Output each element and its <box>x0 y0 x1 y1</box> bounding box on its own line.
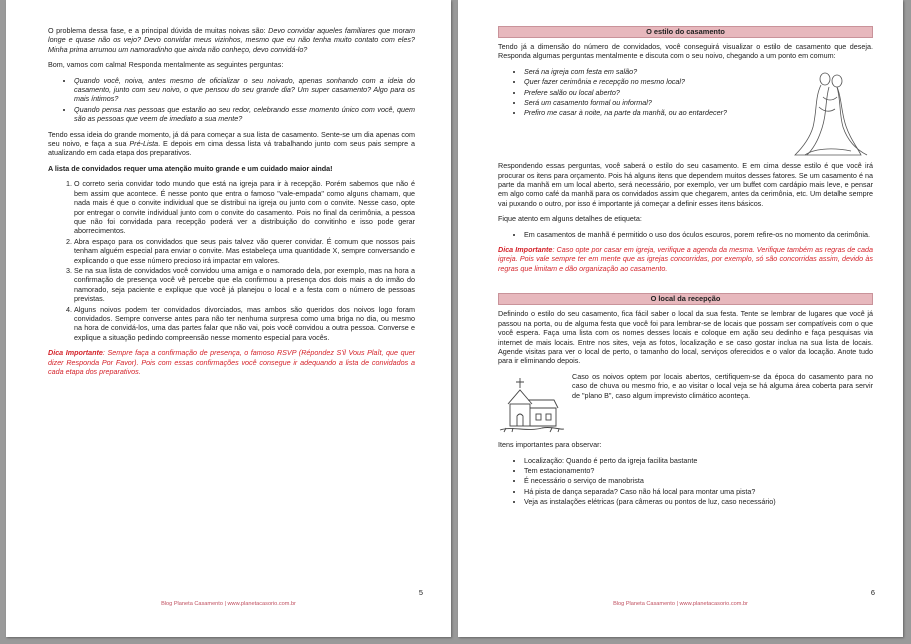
p5-intro-paragraph <box>48 26 415 54</box>
p5-bold-heading: A lista de convidados requer uma atenção muito grande e um cuidado maior ainda! <box>48 163 333 173</box>
church-icon <box>498 374 566 438</box>
p6-tip-label: Dica Importante <box>498 245 553 255</box>
p6-style-intro: Tendo já a dimensão do número de convidados, você conseguirá visualizar o estilo de casamento que deseja. Responda algumas perguntas mentalmente e discuta com o seu noivo, chegando a um ponto em comum: <box>498 42 873 61</box>
p5-question-list <box>48 76 415 124</box>
bride-groom-icon <box>791 67 873 159</box>
page-footer: Blog Planeta Casamento | www.planetacasorio.com.br <box>161 601 296 607</box>
page-6-content <box>498 26 873 513</box>
p5-calm-paragraph: Bom, vamos com calma! Responda mentalmente as seguintes perguntas: <box>48 60 284 70</box>
list-item: • Quer fazer cerimônia e recepção no mesmo local? <box>524 77 873 86</box>
list-item: • Em casamentos de manhã é permitido o uso dos óculos escuros, porem refire-os no momento da cerimônia. <box>524 230 873 239</box>
page-6 <box>458 0 903 637</box>
p6-tip-text: : Caso opte por casar em igreja, verifique a agenda da mesma. Verifique também as regras de cada igreja. Pois vale sempre ter em mente que as igrejas concorridas, por exemplo, só são concorridas assim, devido às regras que limitam e dão organização ao casamento. <box>498 245 873 273</box>
p6-reception-intro: Definindo o estilo do seu casamento, fica fácil saber o local da sua festa. Tente se lembrar de lugares que você já passou na porta, ou de alguma festa que você foi para lembrar-se de locais que possam ser compatíveis com o que você espera. Faça uma lista com os nomes desses locais e coloque em ação seu dedinho e faça pesquisas via internet de mais locais. Entre nos sites, veja as fotos, localização e se caso gostar inclua na sua lista de locais. Agende visitas para ver o local de perto, o tamanho do local, serviços oferecidos e o valor da locação. Anote tudo para ir eliminando depois. <box>498 309 873 366</box>
list-item: • Prefiro me casar à noite, na parte da manhã, ou ao entardecer? <box>524 108 873 117</box>
p5-prelist-text-a: Tendo essa ideia do grande momento, já dá para começar a sua lista de casamento. Sente-se um dia apenas com seu noivo, e faça a sua <box>48 129 415 149</box>
list-item: • Há pista de dança separada? Caso não há local para montar uma pista? <box>524 487 873 496</box>
p6-etiquette-intro: Fique atento em alguns detalhes de etiqueta: <box>498 214 642 224</box>
p6-items-intro: Itens importantes para observar: <box>498 440 602 450</box>
p5-numbered-list <box>48 179 415 342</box>
section-title-style: O estilo do casamento <box>498 26 873 38</box>
list-item: • Quando você, noiva, antes mesmo de oficializar o seu noivado, apenas sonhando com a ideia do casamento, junto com seu noivo, o que pensou do seu grande dia? Um super casamento? Algo para os mais íntimos? <box>74 76 415 104</box>
list-item: • Localização: Quando é perto da igreja facilita bastante <box>524 456 873 465</box>
list-item: • É necessário o serviço de manobrista <box>524 476 873 485</box>
p5-tip <box>48 348 415 376</box>
page-number: 6 <box>870 588 875 597</box>
page-footer: Blog Planeta Casamento | www.planetacasorio.com.br <box>613 601 748 607</box>
list-item: • Será na igreja com festa em salão? <box>524 67 873 76</box>
list-item: 3. Se na sua lista de convidados você convidou uma amiga e o namorado dela, por exemplo, mas na hora a confirmação de presença você vê percebe que ela confirmou a presença dos dois mais a do irmão do namorado, seja paciente e explique que você já planejou o local e a festa com o número de pessoas previstas. <box>74 266 415 304</box>
p5-tip-label: Dica Importante <box>48 348 103 358</box>
list-item: 2. Abra espaço para os convidados que seus pais talvez vão querer convidar. É comum que nossos pais tenham alguém especial para enviar o convite. Mas estabeleça uma quantidade X, sempre conversando e explicando o que esse número precioso irá impactar em valores. <box>74 237 415 265</box>
p5-tip-text: : Sempre faça a confirmação de presença, o famoso RSVP (Répondez S'il Vous Plaît, que quer dizer Responda Por Favor). Pois com essas confirmações você consegue ir adequando a lista de convidados a cada etapa dos preparativos. <box>48 348 415 376</box>
p5-intro-text: O problema dessa fase, e a principal dúvida de muitas noivas são: <box>48 26 269 35</box>
p6-etiquette-list <box>498 230 873 239</box>
list-item: 1. O correto seria convidar todo mundo que está na igreja para ir à recepção. Porém sabemos que não é bem assim que acontece. É nesse ponto que entra o famoso "vale-empada" como alguns chamam, que nada mais é que o convite individual que se distribui na igreja ou junto com o convite. Nesse caso, opte por entregar o convite individual junto com o convite do casamento. Pois no final da cerimônia, a pessoa que não foi convidada para recepção poderá ver a distribuição do convitinho e isso pode gerar aborrecimentos. <box>74 179 415 235</box>
p6-style-explanation: Respondendo essas perguntas, você saberá o estilo do seu casamento. E em cima desse estilo é que você irá procurar os itens para orçamento. Pois há alguns itens que dependem muitos desses fatores. Se um casamento é na parte da manhã em um local aberto, será necessário, por exemplo, ver um buffet com cardápio mais leve, e pensar em algo como café da manhã para os convidados assim que chegarem, antes da cerimônia, etc. Um detalhe sempre vai puxando o outro, por isso é importante já começar a definir esses itens básicos. <box>498 161 873 208</box>
list-item: • Veja as instalações elétricas (para câmeras ou pontos de luz, caso necessário) <box>524 497 873 506</box>
p6-reception-outdoor: Caso os noivos optem por locais abertos, certifiquem-se da época do casamento para no caso de chuva ou mesmo frio, e ao visitar o local veja se há alguma área coberta para servir de "plano B", caso algum imprevisto climático aconteça. <box>572 371 873 400</box>
p5-prelist-term: Pré-Lista <box>129 139 159 149</box>
page-number: 5 <box>418 588 423 597</box>
p5-intro-questions: Devo convidar aqueles familiares que moram longe e quase não os vejo? Devo convidar meus vizinhos, mesmo que eu não tenha muito contato com eles? Minha prima arrumou um namoradinho que ainda não conheço, devo convidá-lo? <box>48 26 415 54</box>
list-item: 4. Alguns noivos podem ter convidados divorciados, mas ambos são queridos dos noivos logo foram convidados. Sempre converse antes para não ter nenhuma surpresa como uma briga no dia, ou mesmo na hora de convidá-los, uma das partes falar que não vai, pois você convidou a outra pessoa. Converse e explique a situação pedindo compreensão nesse momento especial para vocês. <box>74 305 415 343</box>
section-title-reception: O local da recepção <box>498 293 873 305</box>
list-item: • Será um casamento formal ou informal? <box>524 98 873 107</box>
list-item: • Quando pensa nas pessoas que estarão ao seu redor, celebrando esse momento único com você, quem são as pessoas que veem de imediato a sua mente? <box>74 105 415 124</box>
p6-items-list <box>498 456 873 507</box>
list-item: • Prefere salão ou local aberto? <box>524 88 873 97</box>
list-item: • Tem estacionamento? <box>524 466 873 475</box>
p5-prelist-text-b: . E depois em cima dessa lista vá trabalhando junto com seus pais sempre a atualizando em cada etapa dos preparativos. <box>48 139 415 158</box>
page-5 <box>6 0 451 637</box>
p6-tip <box>498 245 873 273</box>
p5-prelist-paragraph <box>48 130 415 158</box>
page-5-content <box>48 26 415 382</box>
